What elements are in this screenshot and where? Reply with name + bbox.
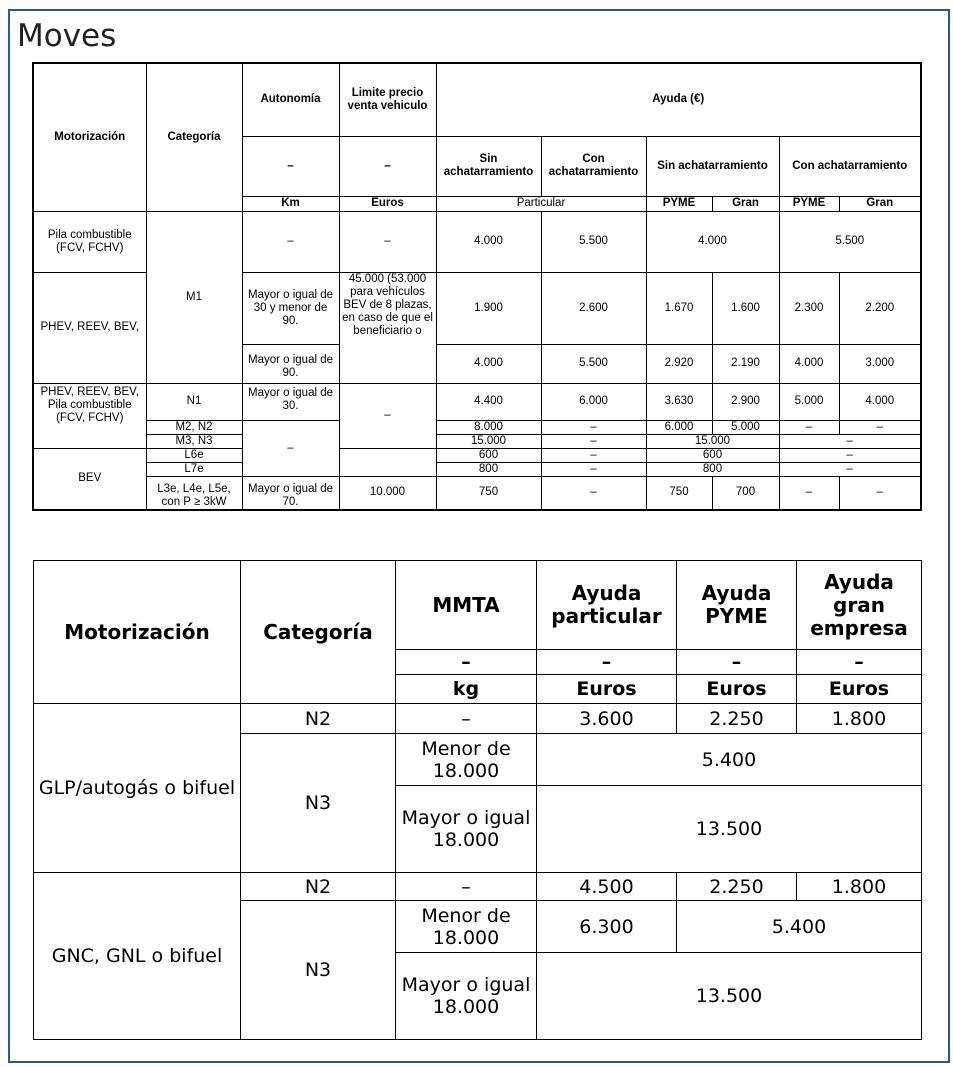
cell-mmta: – [396,704,537,734]
cell-autonomia [242,345,339,383]
cell-value: 1.800 [797,704,922,734]
cell-value: 750 [436,476,541,510]
row-categoria: M1 [146,211,242,383]
row-categoria: L6e [146,448,242,462]
row-categoria: N3 [241,901,396,1040]
unit-pyme: PYME [646,196,712,211]
row-categoria: N3 [241,734,396,873]
cell-value: 6.300 [537,901,677,953]
cell-value: 13.500 [537,786,922,873]
cell-autonomia [242,476,339,510]
header-sin-achatarramiento: Sin achatarramiento [436,136,541,196]
cell-value: – [541,434,646,448]
row-motorizacion: GNC, GNL o bifuel [34,873,241,1040]
header-autonomia: Autonomía [242,63,339,136]
row-categoria: N1 [146,383,242,420]
unit-euros: Euros [537,675,677,704]
header-dash: – [677,650,797,675]
cell-value: – [779,462,921,476]
header-categoria: Categoría [241,561,396,704]
cell-value: 3.600 [537,704,677,734]
cell-value: 5.400 [537,734,922,786]
page-title: Moves [17,18,117,54]
cell-value: 1.800 [797,873,922,901]
unit-particular: Particular [436,196,646,211]
cell-mmta: Menor de 18.000 [396,734,537,786]
unit-euros: Euros [797,675,922,704]
row-categoria: M2, N2 [146,420,242,434]
cell-value: – [541,462,646,476]
cell-autonomia: – [242,420,339,476]
row-motorizacion [33,383,146,448]
cell-value: 1.670 [646,272,712,345]
row-categoria-text: L3e, L4e, L5e, con P ≥ 3kW [157,482,231,508]
unit-km: Km [242,196,339,211]
cell-value: – [779,434,921,448]
row-motorizacion-text: PHEV, REEV, BEV, Pila combustible (FCV, FCHV) [40,385,139,424]
header-ayuda-particular: Ayuda particular [537,561,677,650]
header-ayuda-pyme: Ayuda PYME [677,561,797,650]
cell-value: 2.920 [646,345,712,383]
cell-value: 600 [646,448,779,462]
cell-value: 5.500 [779,211,921,272]
cell-value: 6.000 [541,383,646,420]
cell-value: 2.250 [677,873,797,901]
cell-value: 8.000 [436,420,541,434]
cell-value: 3.630 [646,383,712,420]
cell-dash: – [339,211,436,272]
header-categoria: Categoría [146,63,242,211]
unit-gran: Gran [839,196,921,211]
cell-value: 15.000 [436,434,541,448]
cell-value: 600 [436,448,541,462]
cell-value: 4.000 [436,345,541,383]
header-dash: – [537,650,677,675]
cell-value: 5.400 [677,901,922,953]
cell-value: 6.000 [646,420,712,434]
cell-value: 5.500 [541,211,646,272]
cell-value: 750 [646,476,712,510]
cell-autonomia-text: Mayor o igual de 90. [247,353,334,379]
row-categoria: N2 [241,704,396,734]
cell-limite [339,448,436,476]
cell-value: 4.000 [646,211,779,272]
header-dash: – [242,136,339,196]
header-ayuda-gran-empresa: Ayuda gran empresa [797,561,922,650]
cell-value: 1.900 [436,272,541,345]
cell-limite: 10.000 [339,476,436,510]
cell-value: 13.500 [537,953,922,1040]
cell-autonomia: Mayor o igual de 30 y menor de 90. [242,272,339,345]
cell-value: 800 [646,462,779,476]
cell-value: 4.000 [839,383,921,420]
alt-fuel-aid-table [33,560,922,1040]
header-mmta: MMTA [396,561,537,650]
cell-autonomia-text: Mayor o igual de 30. [247,386,334,412]
cell-value: – [779,448,921,462]
unit-euros: Euros [677,675,797,704]
cell-mmta: – [396,873,537,901]
row-motorizacion: Pila combustible (FCV, FCHV) [33,211,146,272]
header-motorizacion: Motorización [34,561,241,704]
unit-euros: Euros [339,196,436,211]
cell-mmta: Menor de 18.000 [396,901,537,953]
row-categoria [146,476,242,510]
header-dash: – [797,650,922,675]
row-categoria: N2 [241,873,396,901]
row-motorizacion: BEV [33,448,146,510]
header-dash: – [339,136,436,196]
cell-limite [339,272,436,383]
cell-mmta: Mayor o igual 18.000 [396,953,537,1040]
cell-value: 1.600 [712,272,779,345]
cell-value: 2.900 [712,383,779,420]
header-con-achatarramiento: Con achatarramiento [541,136,646,196]
unit-gran: Gran [712,196,779,211]
cell-value: 15.000 [646,434,779,448]
header-limite-precio: Limite precio venta vehiculo [339,63,436,136]
cell-value: 5.000 [779,383,839,420]
row-categoria: M3, N3 [146,434,242,448]
cell-mmta: Mayor o igual 18.000 [396,786,537,873]
cell-value: 2.200 [839,272,921,345]
cell-limite: – [339,383,436,448]
header-dash: – [396,650,537,675]
header-motorizacion: Motorización [33,63,146,211]
cell-autonomia-text: Mayor o igual de 70. [247,482,334,508]
cell-value: 800 [436,462,541,476]
cell-limite-text: 45.000 (53.000 para vehículos BEV de 8 plazas, en caso de que el beneficiario o [342,272,433,337]
cell-value: 700 [712,476,779,510]
unit-pyme: PYME [779,196,839,211]
cell-autonomia [242,383,339,420]
cell-value: – [779,476,839,510]
cell-value: 2.190 [712,345,779,383]
cell-value: – [541,476,646,510]
unit-kg: kg [396,675,537,704]
cell-value: 4.500 [537,873,677,901]
ev-aid-table [32,62,922,511]
row-categoria: L7e [146,462,242,476]
cell-value: – [541,448,646,462]
cell-value: – [779,420,839,434]
header-ayuda: Ayuda (€) [436,63,921,136]
row-motorizacion: PHEV, REEV, BEV, [33,272,146,383]
cell-value: 4.400 [436,383,541,420]
cell-value: – [839,476,921,510]
header-sin-achatarramiento-empresa: Sin achatarramiento [646,136,779,196]
cell-value: 2.300 [779,272,839,345]
cell-value: 2.250 [677,704,797,734]
cell-value: – [839,420,921,434]
cell-dash: – [242,211,339,272]
cell-value: 5.000 [712,420,779,434]
cell-value: 4.000 [779,345,839,383]
cell-value: 3.000 [839,345,921,383]
cell-value: 2.600 [541,272,646,345]
cell-value: – [541,420,646,434]
row-motorizacion: GLP/autogás o bifuel [34,704,241,873]
cell-value: 4.000 [436,211,541,272]
cell-value: 5.500 [541,345,646,383]
header-con-achatarramiento-empresa: Con achatarramiento [779,136,921,196]
